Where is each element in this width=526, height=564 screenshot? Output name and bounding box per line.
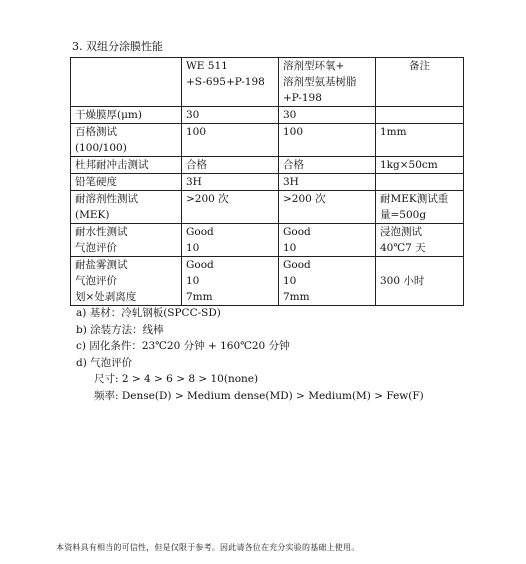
row-value-solvent: Good 10 7mm — [279, 257, 376, 306]
section-title: 3. 双组分涂膜性能 — [72, 40, 163, 53]
row-value-we511: 30 — [182, 107, 279, 124]
table-row — [71, 157, 464, 174]
disclaimer-footer: 本资料具有相当的可信性，但是仅限于参考。因此请各位在充分实验的基础上使用。 — [56, 543, 360, 552]
row-value-solvent: >200 次 — [279, 191, 376, 224]
header-cell-property — [71, 58, 182, 107]
row-value-solvent: 合格 — [279, 157, 376, 174]
note-blister-rating: d) 气泡评价 — [76, 356, 133, 369]
header-cell-we511: WE 511 +S-695+P-198 — [182, 58, 279, 107]
note-blister-frequency: 频率: Dense(D) > Medium dense(MD) > Medium(M) > Few(F) — [94, 389, 424, 402]
row-remark: 1kg×50cm — [376, 157, 464, 174]
row-value-we511: >200 次 — [182, 191, 279, 224]
row-value-we511: 100 — [182, 124, 279, 157]
table-row — [71, 174, 464, 191]
table-row — [71, 224, 464, 257]
row-label: 耐水性测试 气泡评价 — [71, 224, 182, 257]
row-value-we511: 3H — [182, 174, 279, 191]
note-coating-method: b) 涂装方法：线棒 — [76, 323, 164, 336]
header-cell-solvent-system: 溶剂型环氧+ 溶剂型氨基树脂 +P-198 — [279, 58, 376, 107]
row-remark — [376, 174, 464, 191]
table-row — [71, 257, 464, 306]
row-remark: 耐MEK测试重 量=500g — [376, 191, 464, 224]
row-value-we511: 合格 — [182, 157, 279, 174]
row-value-solvent: 30 — [279, 107, 376, 124]
row-value-we511: Good 10 7mm — [182, 257, 279, 306]
row-remark — [376, 107, 464, 124]
note-substrate: a) 基材：冷轧钢板(SPCC-SD) — [76, 307, 221, 319]
row-value-solvent: 100 — [279, 124, 376, 157]
note-curing-conditions: c) 固化条件：23℃20 分钟 + 160℃20 分钟 — [76, 340, 290, 352]
row-label: 百格测试 (100/100) — [71, 124, 182, 157]
row-value-solvent: 3H — [279, 174, 376, 191]
table-row — [71, 191, 464, 224]
row-value-we511: Good 10 — [182, 224, 279, 257]
row-remark: 浸泡测试 40℃7 天 — [376, 224, 464, 257]
row-label: 铅笔硬度 — [71, 174, 182, 191]
row-label: 杜邦耐冲击测试 — [71, 157, 182, 174]
table-row — [71, 107, 464, 124]
note-blister-size: 尺寸: 2 > 4 > 6 > 8 > 10(none) — [94, 373, 259, 385]
row-remark: 300 小时 — [376, 257, 464, 306]
table-row — [71, 124, 464, 157]
performance-table — [70, 57, 464, 306]
row-value-solvent: Good 10 — [279, 224, 376, 257]
row-label: 干燥膜厚(μm) — [71, 107, 182, 124]
row-remark: 1mm — [376, 124, 464, 157]
row-label: 耐溶剂性测试 (MEK) — [71, 191, 182, 224]
row-label: 耐盐雾测试 气泡评价 划×处剥离度 — [71, 257, 182, 306]
header-cell-remarks: 备注 — [376, 58, 464, 107]
table-header-row — [71, 58, 464, 107]
notes-list — [76, 305, 424, 404]
